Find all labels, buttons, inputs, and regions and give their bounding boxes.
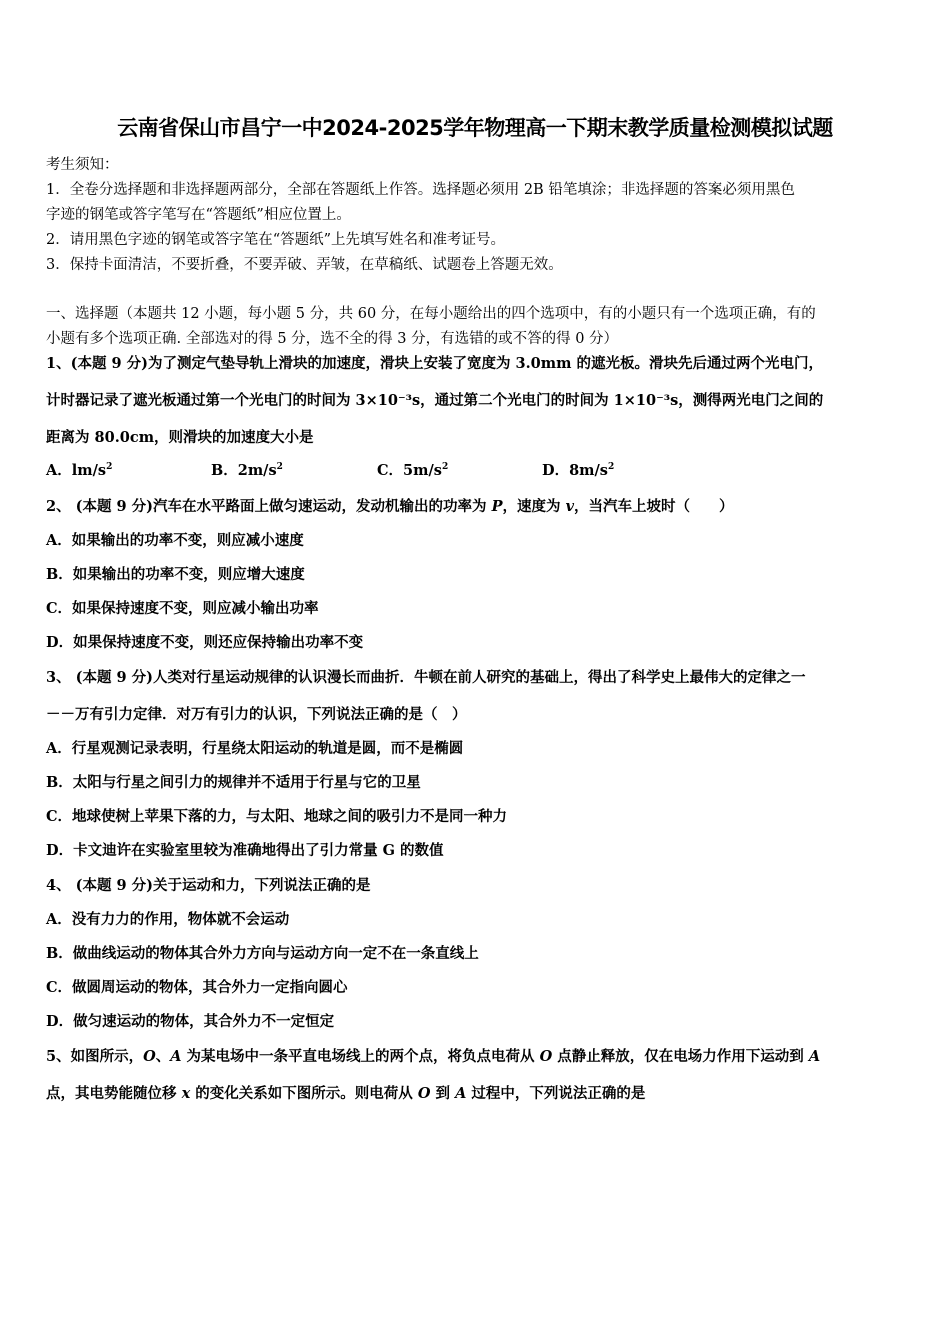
notice-heading: 考生须知： <box>46 157 119 173</box>
q1-option-b: B．$2m/s^2$ <box>211 462 283 479</box>
notice-item-3: 3．保持卡面清洁，不要折叠，不要弄破、弄皱，在草稿纸、试题卷上答题无效。 <box>46 257 563 273</box>
q2-option-c: C．如果保持速度不变，则应减小输出功率 <box>46 600 319 617</box>
q4-option-d: D．做匀速运动的物体，其合外力不一定恒定 <box>46 1013 335 1030</box>
q2-option-a: A．如果输出的功率不变，则应减小速度 <box>46 532 304 549</box>
q3-option-c: C．地球使树上苹果下落的力，与太阳、地球之间的吸引力不是同一种力 <box>46 808 508 825</box>
q3-stem-line-2: －－万有引力定律．对万有引力的认识，下列说法正确的是（ ） <box>46 706 467 723</box>
q4-option-c: C．做圆周运动的物体，其合外力一定指向圆心 <box>46 979 348 996</box>
notice-item-1-line-2: 字迹的钢笔或答字笔写在“答题纸”相应位置上。 <box>46 207 351 223</box>
q3-option-b: B．太阳与行星之间引力的规律并不适用于行星与它的卫星 <box>46 774 421 791</box>
q4-option-a: A．没有力力的作用，物体就不会运动 <box>46 911 290 928</box>
q3-option-a: A．行星观测记录表明，行星绕太阳运动的轨道是圆，而不是椭圆 <box>46 740 464 757</box>
q1-option-c: C．$5m/s^2$ <box>377 462 449 479</box>
page-title: 云南省保山市昌宁一中2024-2025学年物理高一下期末教学质量检测模拟试题 <box>117 116 833 140</box>
notice-item-2: 2．请用黑色字迹的钢笔或答字笔在“答题纸”上先填写姓名和准考证号。 <box>46 232 506 248</box>
q5-stem-line-1: 5、如图所示，O、A 为某电场中一条平直电场线上的两个点，将负点电荷从 O 点静止释放，仅在电场力作用下运动到 A <box>46 1048 821 1065</box>
q2-option-b: B．如果输出的功率不变，则应增大速度 <box>46 566 305 583</box>
q5-stem-line-2: 点，其电势能随位移 x 的变化关系如下图所示。则电荷从 O 到 A 过程中，下列说法正确的是 <box>46 1085 646 1102</box>
q3-stem-line-1: 3、 (本题 9 分)人类对行星运动规律的认识漫长而曲折．牛顿在前人研究的基础上，得出了科学史上最伟大的定律之一 <box>46 669 806 686</box>
q1-stem-line-3: 距离为 80.0cm，则滑块的加速度大小是 <box>46 429 314 446</box>
q4-stem: 4、 (本题 9 分)关于运动和力，下列说法正确的是 <box>46 877 371 894</box>
q3-option-d: D．卡文迪许在实验室里较为准确地得出了引力常量 G 的数值 <box>46 842 444 859</box>
q1-stem-line-2: 计时器记录了遮光板通过第一个光电门的时间为 3×10⁻³s，通过第二个光电门的时间为 1×10⁻³s，测得两光电门之间的 <box>46 392 824 409</box>
section-heading-line-2: 小题有多个选项正确. 全部选对的得 5 分，选不全的得 3 分，有选错的或不答的得 0 分） <box>46 331 619 347</box>
q2-stem: 2、 (本题 9 分)汽车在水平路面上做匀速运动，发动机输出的功率为 P，速度为 v，当汽车上坡时（ ） <box>46 498 734 515</box>
q1-stem-line-1: 1、(本题 9 分)为了测定气垫导轨上滑块的加速度，滑块上安装了宽度为 3.0mm 的遮光板。滑块先后通过两个光电门， <box>46 355 823 372</box>
section-heading-line-1: 一、选择题（本题共 12 小题，每小题 5 分，共 60 分，在每小题给出的四个选项中，有的小题只有一个选项正确，有的 <box>46 306 816 322</box>
q2-option-d: D．如果保持速度不变，则还应保持输出功率不变 <box>46 634 364 651</box>
q1-option-d: D．$8m/s^2$ <box>542 462 615 479</box>
notice-item-1-line-1: 1．全卷分选择题和非选择题两部分，全部在答题纸上作答。选择题必须用 2B 铅笔填涂；非选择题的答案必须用黑色 <box>46 182 795 198</box>
q1-option-a: A．$lm/s^2$ <box>46 462 113 479</box>
q4-option-b: B．做曲线运动的物体其合外力方向与运动方向一定不在一条直线上 <box>46 945 479 962</box>
